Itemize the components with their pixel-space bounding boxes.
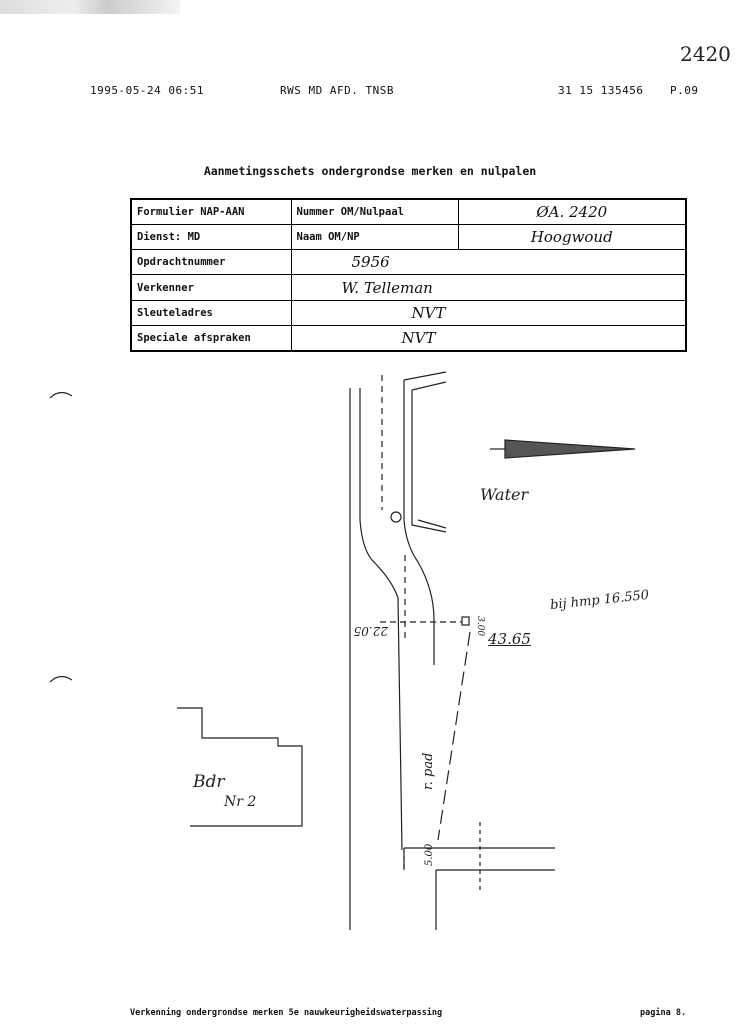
- form-value-surveyor: W. Telleman: [291, 275, 686, 300]
- road-centreline: [382, 375, 405, 640]
- hmp-note: bij hmp 16.550: [549, 587, 650, 614]
- form-value-name: Hoogwoud: [458, 225, 686, 250]
- road-edge-left-inner: [360, 388, 402, 850]
- road-edge-right: [404, 380, 434, 665]
- form-sublabel: Naam OM/NP: [291, 225, 458, 250]
- fax-phone: 31 15 135456: [558, 84, 644, 97]
- building-label-2: Nr 2: [224, 794, 257, 810]
- benchmark-marker: [462, 617, 469, 625]
- fax-page: P.09: [670, 84, 699, 97]
- building-label-1: Bdr: [193, 772, 225, 792]
- bottom-distance-label: 5.00: [424, 843, 435, 866]
- form-value-key-address: NVT: [291, 300, 686, 325]
- water-channel: [404, 372, 446, 532]
- form-value-order: 5956: [291, 250, 686, 275]
- form-label: Formulier NAP-AAN: [131, 199, 291, 225]
- footer-right: pagina 8.: [640, 1008, 687, 1018]
- binder-hole-mark: [50, 392, 72, 398]
- form-value-special: NVT: [291, 325, 686, 351]
- form-label: Verkenner: [131, 275, 291, 300]
- water-label: Water: [480, 485, 529, 504]
- form-value-number: ØA. 2420: [458, 199, 686, 225]
- form-label: Dienst: MD: [131, 225, 291, 250]
- bottom-road-bottom: [436, 870, 555, 930]
- path-label: r. pad: [421, 752, 436, 790]
- bottom-measure-line: [404, 822, 480, 890]
- form-label: Opdrachtnummer: [131, 250, 291, 275]
- distance-left-label: 22.05: [353, 624, 388, 638]
- north-arrow: [505, 440, 635, 458]
- handwritten-page-number: 2420: [680, 42, 731, 66]
- fax-datetime: 1995-05-24 06:51: [90, 84, 204, 97]
- distance-right-label: 43.65: [488, 630, 531, 648]
- footer-left: Verkenning ondergrondse merken 5e nauwkeurigheidswaterpassing: [130, 1008, 443, 1018]
- form-sublabel: Nummer OM/Nulpaal: [291, 199, 458, 225]
- form-label: Sleuteladres: [131, 300, 291, 325]
- form-label: Speciale afspraken: [131, 325, 291, 351]
- distance-right-small-label: 3.00: [475, 616, 485, 637]
- fax-sender: RWS MD AFD. TNSB: [280, 84, 394, 97]
- binder-hole-mark: [50, 676, 72, 682]
- path-dashed: [438, 632, 470, 840]
- junction-mark: [391, 512, 401, 522]
- document-title: Aanmetingsschets ondergrondse merken en nulpalen: [203, 164, 537, 178]
